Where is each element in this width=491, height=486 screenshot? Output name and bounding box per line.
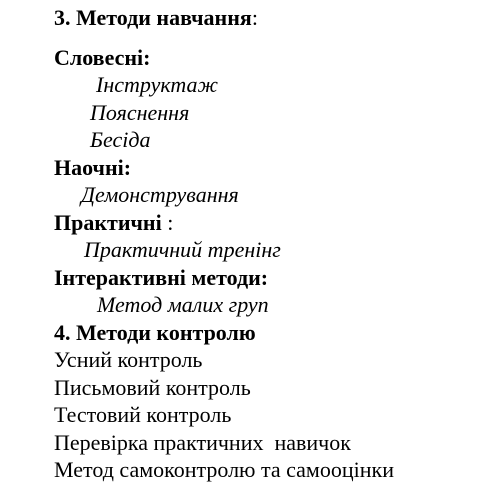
visual-method-item: Демонстрування [81,182,239,207]
verbal-method-item: Інструктаж [96,72,218,97]
verbal-method-item: Бесіда [90,127,151,152]
control-method-item: Перевірка практичних навичок [54,430,351,455]
verbal-method-item: Пояснення [90,100,190,125]
interactive-method-item: Метод малих груп [97,292,269,317]
interactive-methods-label: Інтерактивні методи: [54,265,269,290]
practical-methods-label [54,210,173,236]
visual-methods-label: Наочні: [54,155,132,180]
section-3-heading [54,5,258,31]
control-method-item: Тестовий контроль [54,402,232,427]
control-method-item: Метод самоконтролю та самооцінки [54,457,394,482]
practical-methods-label-colon: : [161,210,174,235]
control-method-item: Письмовий контроль [54,375,251,400]
practical-methods-label-text: Практичні [54,210,162,235]
section-3-heading-text: 3. Методи навчання [54,5,252,30]
section-4-heading: 4. Методи контролю [54,320,256,345]
verbal-methods-label: Словесні: [54,45,151,70]
section-3-heading-colon: : [251,5,258,30]
practical-method-item: Практичний тренінг [84,237,281,262]
control-method-item: Усний контроль [54,347,203,372]
